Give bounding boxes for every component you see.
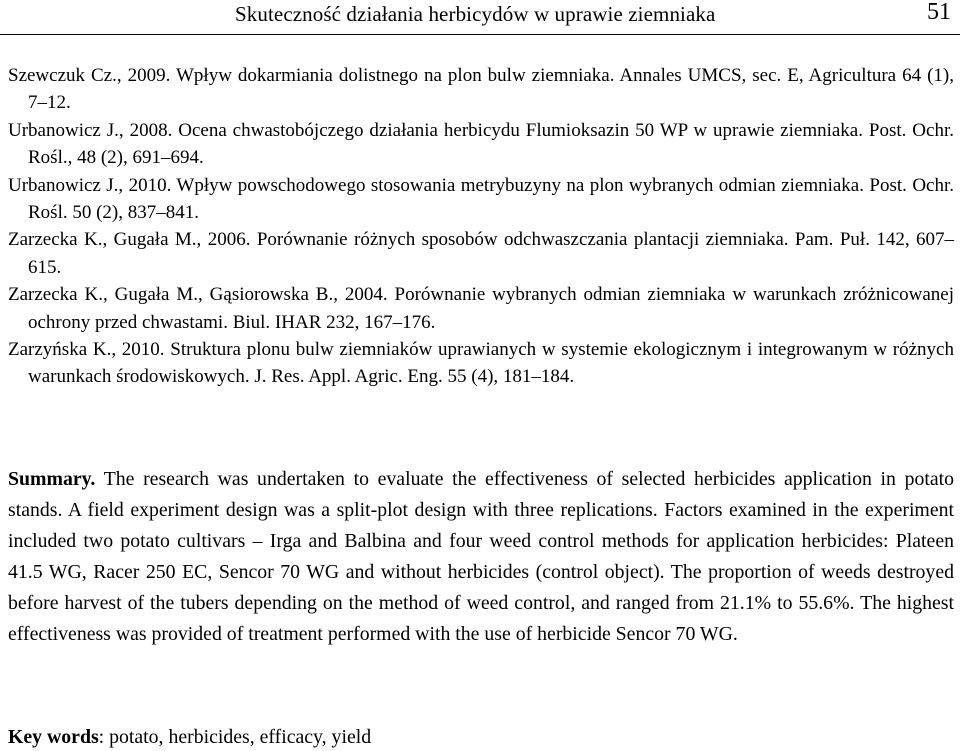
keywords-text: : potato, herbicides, efficacy, yield [98, 726, 372, 748]
reference-item: Szewczuk Cz., 2009. Wpływ dokarmiania dolistnego na plon bulw ziemniaka. Annales UMCS, sec. E, Agricultura 64 (1), 7–12. [8, 65, 954, 114]
reference-item: Zarzecka K., Gugała M., Gąsiorowska B., 2004. Porównanie wybranych odmian ziemniaka w warunkach zróżnicowanej ochrony przed chwastami. Biul. IHAR 232, 167–176. [8, 284, 954, 333]
page-header [0, 0, 960, 35]
reference-item: Zarzyńska K., 2010. Struktura plonu bulw ziemniaków uprawianych w systemie ekologicznym i integrowanym w różnych warunkach środowiskowych. J. Res. Appl. Agric. Eng. 55 (4), 181–184. [8, 339, 954, 388]
reference-item: Zarzecka K., Gugała M., 2006. Porównanie różnych sposobów odchwaszczania plantacji ziemniaka. Pam. Puł. 142, 607–615. [8, 229, 954, 278]
page-number: 51 [927, 0, 951, 25]
keywords-line [8, 724, 371, 750]
reference-item: Urbanowicz J., 2008. Ocena chwastobójczego działania herbicydu Flumioksazin 50 WP w uprawie ziemniaka. Post. Ochr. Rośl., 48 (2), 691–694. [8, 119, 954, 169]
summary-label: Summary. [8, 468, 96, 490]
reference-list [8, 62, 954, 391]
running-title: Skuteczność działania herbicydów w uprawie ziemniaka [235, 2, 716, 26]
summary-text: The research was undertaken to evaluate the effectiveness of selected herbicides application in potato stands. A field experiment design was a split-plot design with three replications. Factors examined in the experiment included two potato cultivars – Irga and Balbina and four weed control methods for application herbicides: Plateen 41.5 WG, Racer 250 EC, Sencor 70 WG and without herbicides (control object). The proportion of weeds destroyed before harvest of the tubers depending on the method of weed control, and ranged from 21.1% to 55.6%. The highest effectiveness was provided of treatment performed with the use of herbicide Sencor 70 WG. [8, 468, 955, 646]
keywords-label: Key words [8, 726, 99, 748]
reference-item: Urbanowicz J., 2010. Wpływ powschodowego stosowania metrybuzyny na plon wybranych odmian ziemniaka. Post. Ochr. Rośl. 50 (2), 837–841. [8, 174, 954, 224]
summary-paragraph [8, 464, 954, 651]
